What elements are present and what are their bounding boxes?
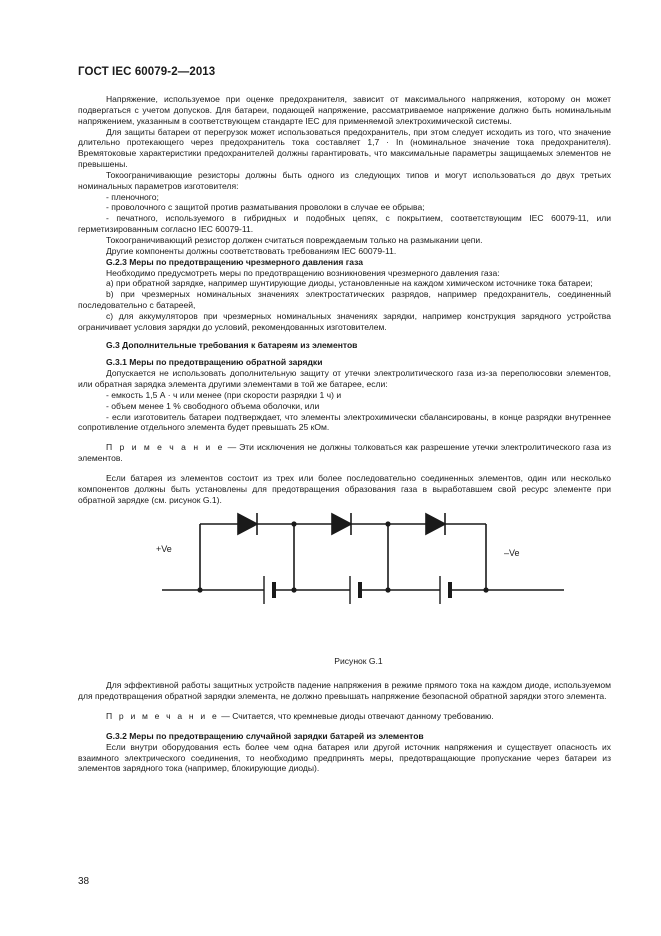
junction-dot — [197, 587, 202, 592]
section-heading: G.2.3 Меры по предотвращению чрезмерного давления газа — [106, 256, 364, 267]
paragraph: Для защиты батареи от перегрузок может использоваться предохранитель, при этом следует исходить из того, что значение длительно протекающего через предохранитель тока составляет 1,7 · In (номинальное значение тока предохранителя). Времятоковые характеристики предохранителей должны гарантировать, что максимальные параметры защищаемых элементов не превышены. — [78, 126, 611, 170]
paragraph: Необходимо предусмотреть меры по предотвращению возникновения чрезмерного давления газа: — [106, 267, 500, 278]
list-item: - проволочного с защитой против разматывания проволоки в случае ее обрыва; — [106, 202, 425, 213]
figure-caption: Рисунок G.1 — [334, 655, 383, 666]
note-text: — Эти исключения не должны толковаться как разрешение утечки электролитического газа из элементов. — [78, 442, 612, 464]
paragraph: Токоограничивающие резисторы должны быть одного из следующих типов и могут использоваться до двух третьих номинальных параметров изготовителя: — [78, 169, 611, 191]
note-label: П р и м е ч а н и е — [106, 711, 219, 722]
note-text: — Считается, что кремневые диоды отвечают данному требованию. — [218, 711, 494, 722]
list-item: с) для аккумуляторов при чрезмерных номинальных значениях зарядки, например конструкция зарядного устройства ограничивает условия зарядки до условий, рекомендованных изготовителем. — [78, 310, 611, 332]
list-item: а) при обратной зарядке, например шунтирующие диоды, установленные на каждом химическом источнике тока батареи; — [106, 278, 593, 289]
list-item: - печатного, используемого в гибридных и подобных цепях, с покрытием, соответствующим IEC 60079-11, или герметизированным согласно IEC 60079-11. — [78, 213, 611, 235]
list-item: - объем менее 1 % свободного объема оболочки, или — [106, 400, 320, 411]
paragraph: Другие компоненты должны соответствовать требованиям IEC 60079-11. — [106, 245, 397, 256]
page-number: 38 — [78, 876, 90, 887]
diode-3 — [426, 514, 445, 534]
paragraph: Напряжение, используемое при оценке предохранителя, зависит от максимального напряжения, которому он может подвергаться с учетом допусков. Для батареи, подающей напряжение, рассматриваемое напряжение должно быть номинальным напряжением, указанным в соответствующем стандарте IEC для применяемой электрохимической системы. — [78, 94, 611, 126]
list-item: - емкость 1,5 А · ч или менее (при скорости разрядки 1 ч) и — [106, 389, 342, 400]
circuit-diagram — [88, 512, 598, 642]
paragraph: Для эффективной работы защитных устройств падение напряжения в режиме прямого тока на каждом диоде, используемом для предотвращения обратной зарядки элемента, не должно превышать напряжение безопасной обратной зарядки этого элемента. — [78, 680, 611, 702]
negative-terminal-label: –Ve — [504, 547, 520, 558]
circuit-figure — [88, 512, 611, 656]
junction-dot — [385, 587, 390, 592]
list-item: - пленочного; — [106, 191, 159, 202]
note — [78, 442, 611, 464]
document-body — [78, 94, 611, 774]
note — [78, 711, 611, 722]
paragraph: Допускается не использовать дополнительную защиту от утечки электролитического газа из-за переполюсовки элементов, или обратная зарядка элемента другими элементами в той же батарее, если: — [78, 368, 611, 390]
positive-terminal-label: +Ve — [156, 543, 172, 554]
diode-1 — [238, 514, 257, 534]
list-item: b) при чрезмерных номинальных значениях электростатических разрядов, например предохранитель, соединенный последовательно с батареей, — [78, 289, 611, 311]
section-heading: G.3.1 Меры по предотвращению обратной зарядки — [106, 357, 323, 368]
junction-dot — [385, 521, 390, 526]
document-header: ГОСТ IEC 60079-2—2013 — [78, 66, 216, 78]
note-label: П р и м е ч а н и е — [106, 442, 225, 453]
paragraph: Если внутри оборудования есть более чем одна батарея или другой источник напряжения и существует опасность их взаимного электрического соединения, то необходимо предпринять меры, предотвращающие пропускание через батареи из элементов зарядного тока (например, блокирующие диоды). — [78, 741, 611, 774]
list-item: - если изготовитель батареи подтверждает, что элементы электрохимически сбалансированы, в конце разрядки внутреннее сопротивление отдельного элемента будет превышать 25 кОм. — [78, 411, 611, 433]
diode-2 — [332, 514, 351, 534]
junction-dot — [483, 587, 488, 592]
paragraph: Токоограничивающий резистор должен считаться повреждаемым только на размыкании цепи. — [106, 234, 483, 245]
section-heading: G.3.2 Меры по предотвращению случайной зарядки батарей из элементов — [106, 730, 424, 741]
paragraph: Если батарея из элементов состоит из трех или более последовательно соединенных элементов, один или несколько компонентов должны быть установлены для предотвращения образования газа в выработавшем свой ресурс элементе при обратной зарядке (см. рисунок G.1). — [78, 473, 611, 505]
section-heading: G.3 Дополнительные требования к батареям из элементов — [106, 339, 358, 350]
junction-dot — [291, 587, 296, 592]
junction-dot — [291, 521, 296, 526]
